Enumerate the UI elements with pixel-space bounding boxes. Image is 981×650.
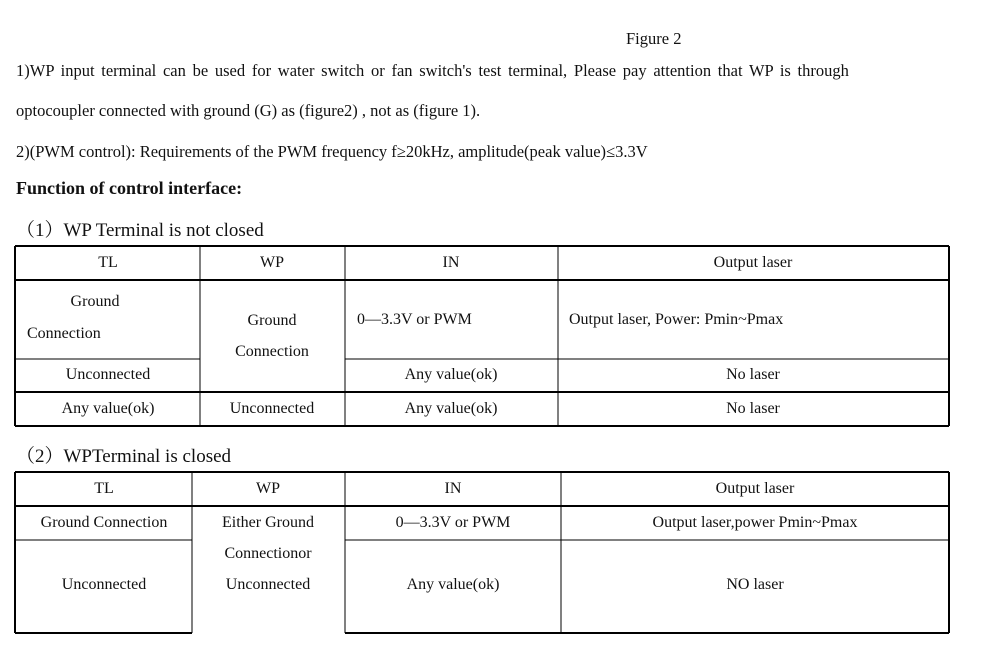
t2-r1-tl: Ground Connection	[40, 514, 168, 531]
t1-header-output: Output laser	[713, 254, 793, 271]
t1-r1-output: Output laser, Power: Pmin~Pmax	[569, 311, 784, 328]
t2-r1-in: 0—3.3V or PWM	[395, 514, 511, 531]
table1-title: （1）WP Terminal is not closed	[16, 220, 264, 241]
t2-r2-output: NO laser	[726, 576, 784, 593]
t2-r2-in: Any value(ok)	[406, 576, 500, 593]
section-heading: Function of control interface:	[16, 178, 243, 198]
t1-r2-output: No laser	[726, 366, 780, 383]
table2-grid	[15, 472, 949, 633]
t1-r3-output: No laser	[726, 400, 780, 417]
figure-caption: Figure 2	[626, 29, 682, 48]
t1-header-tl: TL	[98, 254, 118, 271]
t2-header-tl: TL	[94, 480, 114, 497]
t1-header-wp: WP	[260, 254, 284, 271]
t1-r2-tl: Unconnected	[65, 366, 151, 383]
t2-wp-line1: Either Ground	[222, 514, 314, 531]
t2-wp-line2: Connectionor	[224, 545, 312, 562]
t2-header-in: IN	[444, 480, 462, 497]
note-paragraph-3: 2)(PWM control): Requirements of the PWM frequency f≥20kHz, amplitude(peak value)≤3.3V	[16, 142, 648, 161]
t1-r2-in: Any value(ok)	[404, 366, 498, 383]
table2-title: （2）WPTerminal is closed	[16, 446, 232, 467]
note-paragraph-1: 1)WP input terminal can be used for water switch or fan switch's test terminal, Please pay attention that WP is through	[16, 61, 849, 80]
t1-r3-wp: Unconnected	[229, 400, 315, 417]
t1-r1-tl-line2: Connection	[27, 325, 101, 342]
table1-grid	[15, 246, 949, 426]
t2-header-output: Output laser	[715, 480, 795, 497]
t2-r2-tl: Unconnected	[61, 576, 147, 593]
t1-header-in: IN	[442, 254, 460, 271]
t1-r1-in: 0—3.3V or PWM	[357, 311, 472, 328]
t1-r1-tl-line1: Ground	[70, 293, 120, 310]
t1-r3-tl: Any value(ok)	[61, 400, 155, 417]
note-paragraph-2: optocoupler connected with ground (G) as (figure2) , not as (figure 1).	[16, 101, 481, 120]
t2-wp-line3: Unconnected	[225, 576, 311, 593]
t2-r1-output: Output laser,power Pmin~Pmax	[652, 514, 858, 531]
t1-wp-line2: Connection	[235, 343, 309, 360]
t2-header-wp: WP	[256, 480, 280, 497]
t1-wp-line1: Ground	[247, 312, 297, 329]
t1-r3-in: Any value(ok)	[404, 400, 498, 417]
